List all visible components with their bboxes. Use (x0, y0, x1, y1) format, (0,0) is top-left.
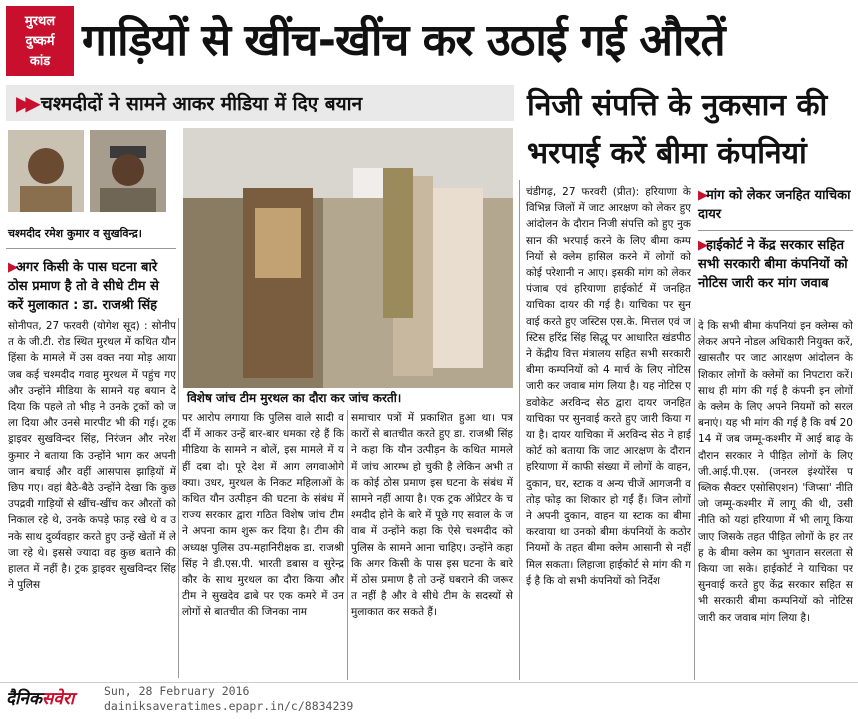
section-tag-line2: दुष्कर्म (25, 34, 55, 49)
footer-meta (104, 684, 353, 714)
newspaper-logo (6, 686, 74, 709)
divider (698, 230, 853, 231)
article-column-5: दे कि सभी बीमा कंपनियां इन क्लेम्स को लेकर अपने नोडल अधिकारी नियुक्त करें, खासतौर पर जाट आरक्षण आंदोलन के शिकार लोगों के क्लेमों का निपटारा करें। साथ ही मांग की गई है कंपनी इन लोगों के क्लेम के लिए अपने नियमों को सरल बनाएं। यह भी मांग की गई है कि वर्ष 2014 में जब जम्मू-कश्मीर में आई बाढ़ के दौरान सरकार ने पीड़ित लोगों के लिए जी.आई.पी.एस. (जनरल इंश्योरेंस पब्लिक सैक्टर एसोसिएशन) 'जिप्सा' नीति जो जम्मू-कश्मीर में लागू की थी, उसी नीति को यहां हरियाणा में भी लागू किया जाए जिसके तहत पीड़ित लोगों के हर तरह के बीमा क्लेम का भुगतान सरलता से किया जा सके। हाईकोर्ट ने याचिका पर सुनवाई करते हुए केंद्र सरकार सहित सभी सरकारी बीमा कम्पनियों को नोटिस जारी कर जवाब मांग लिया है। (698, 320, 853, 624)
section-tag (6, 6, 74, 76)
witness-caption: चश्मदीद रमेश कुमार व सुखविन्द्र। (8, 227, 142, 240)
right-headline: निजी संपत्ति के नुकसान की भरपाई करें बीमा कंपनियां (527, 88, 828, 171)
chevron-right-icon: ▶▶ (16, 91, 35, 115)
main-photo (183, 128, 513, 405)
main-headline: गाड़ियों से खींच-खींच कर उठाई गई औरतें (82, 15, 725, 66)
section-tag-line1: मुरथल (24, 14, 56, 29)
subhead-text: चश्मदीदों ने सामने आकर मीडिया में दिए बयान (40, 93, 363, 115)
witness-2-image (90, 130, 166, 212)
subhead-bar (6, 85, 514, 121)
witness-1-image (8, 130, 84, 212)
divider (6, 248, 176, 249)
main-photo-image (183, 128, 513, 388)
article-column-1: सोनीपत, 27 फरवरी (योगेश सूद) : सोनीपत के जी.टी. रोड स्थित मुरथल में कथित यौन हिंसा के मामले में उस वक्त नया मोड़ आया जब कई चश्मदीद गवाह मुरथल में पहुंच गए और उन्होंने मीडिया के सामने यह बयान दे दिया कि पहले तो भीड़ ने उनके ट्रकों को जला दिया और उनसे मारपीट भी की गई। ट्रक ड्राइवर सुखविन्दर सिंह, निरंजन और नरेश कुमार ने बताया कि उन्होंने भाग कर अपनी जान बचाई और वहीं आसपास झाड़ियों में छिप गए। वहां बैठे-बैठे उन्होंने देखा कि कुछ उपद्रवी गाड़ियों से खींच-खींच कर औरतों को निकाल रहे थे, उनके कपड़े फाड़ रखे थे व उनके साथ दुर्व्यवहार करते हुए उन्हें खेतों में ले जा रहे थे। इससे ज्यादा वह कुछ बताने की हालत में नहीं है। ट्रक ड्राइवर सुखविन्दर सिंह ने पुलिस (8, 320, 176, 592)
right-pull-quote-1-text: मांग को लेकर जनहित याचिका दायर (698, 188, 851, 222)
article-column-3: समाचार पत्रों में प्रकाशित हुआ था। पत्रकारों से बातचीत करते हुए डा. राजश्री सिंह ने कहा कि यौन उत्पीड़न के कथित मामले में जांच आरम्भ हो चुकी है लेकिन अभी तक कोई ठोस प्रमाण इस घटना के संबंध में सामने नहीं आया है। एक ट्रक ऑप्रेटर के चश्मदीद होने के बारे में पूछे गए सवाल के जवाब में उन्होंने कहा कि ऐसे चश्मदीद को पुलिस के सामने आना चाहिए। उन्होंने कहा कि अगर किसी के पास इस घटना के बारे में ठोस प्रमाण है तो उन्हें घबराने की जरूरत नहीं है और वे सीधे टीम के सदस्यों से मुलाकात कर सकते हैं। (351, 412, 513, 619)
logo-part-b: सवेरा (41, 689, 75, 709)
right-pull-quote-2-text: हाईकोर्ट ने केंद्र सरकार सहित सभी सरकारी बीमा कंपनियों को नोटिस जारी कर मांग जवाब (698, 238, 848, 291)
witness-photo-2 (90, 130, 166, 212)
article-column-2: पर आरोप लगाया कि पुलिस वाले सादी वर्दी में आकर उन्हें बार-बार धमका रहे हैं कि मीडिया के सामने न बोलें, इस मामले में यहीं दबा दो। पूरे देश में आग लगवाओगे क्या। उधर, मुरथल के निकट महिलाओं के कथित यौन उत्पीड़न की घटना के संबंध में राज्य सरकार द्वारा गठित विशेष जांच टीम ने अपना काम शुरू कर दिया है। टीम की अध्यक्ष पुलिस उप-महानिरीक्षक डा. राजश्री सिंह ने डी.एस.पी. भारती डबास व सुरेन्द्र कौर के साथ मुरथल का दौरा किया और टीम ने सुखदेव ढाबे पर एक कमरे में उन लोगों से बातचीत की जिनका नाम (182, 412, 344, 619)
column-rule (178, 318, 179, 678)
column-rule (694, 318, 695, 680)
right-pull-quote-2 (698, 236, 853, 293)
article-column-4: चंडीगढ़, 27 फरवरी (प्रीत): हरियाणा के विभिन्न जिलों में जाट आरक्षण को लेकर हुए आंदोलन के दौरान निजी संपत्ति को हुए नुकसान की भरपाई करने के लिए बीमा कम्पनियों से क्लेम हासिल करने में लोगों को कोई परेशानी न आए। इसकी मांग को लेकर पंजाब एवं हरियाणा हाईकोर्ट में जनहित याचिका दायर की गई है। याचिका पर सुनवाई करते हुए जस्टिस एस.के. मित्तल एवं जस्टिस हरिंद्र सिंह सिद्धू पर आधारित खंडपीठ ने केंद्रीय वित्त मंत्रालय सहित सभी सरकारी बीमा कम्पनियों को 4 मार्च के लिए नोटिस जारी कर जवाब मांग लिया है। यह नोटिस एडवोकेट अरविन्द सेठ द्वारा दायर जनहित याचिका पर सुनवाई करते हुए जारी किया गया है। दायर याचिका में अरविन्द सेठ ने हाईकोर्ट को बताया कि जाट आरक्षण के दौरान हरियाणा में काफी संख्या में लोगों के वाहन, दुकान, घर, स्टाक व अन्य चीजें आगजनी व तोड़ फोड़ का शिकार हो गईं हैं। जिन लोगों ने अपनी दुकान, वाहन या स्टाक का बीमा करवाया था उनको बीमा कंपनियों के कठोर नियमों के तहत बीमा क्लेम आसानी से नहीं मिल सकता। लिहाजा हाईकोर्ट से मांग की गई है कि वो सभी कंपनियों को निर्देश (526, 186, 691, 587)
column-rule (347, 410, 348, 680)
section-tag-line3: कांड (29, 54, 51, 69)
source-url[interactable]: dainiksaveratimes.epapr.in/c/8834239 (104, 699, 354, 713)
main-photo-caption: विशेष जांच टीम मुरथल का दौरा कर जांच करती। (183, 388, 513, 408)
publish-date: Sun, 28 February 2016 (104, 684, 250, 698)
column-rule (519, 180, 520, 680)
pull-quote (8, 258, 176, 315)
chevron-right-icon: ▶ (698, 238, 702, 253)
chevron-right-icon: ▶ (8, 260, 12, 275)
logo-part-a: दैनिक (6, 689, 42, 709)
witness-photo-1 (8, 130, 84, 212)
chevron-right-icon: ▶ (698, 188, 702, 203)
right-pull-quote-1 (698, 186, 853, 224)
pull-quote-text: अगर किसी के पास घटना बारे ठोस प्रमाण है तो वे सीधे टीम से करें मुलाकात : डा. राजश्री सिंह (8, 260, 159, 313)
